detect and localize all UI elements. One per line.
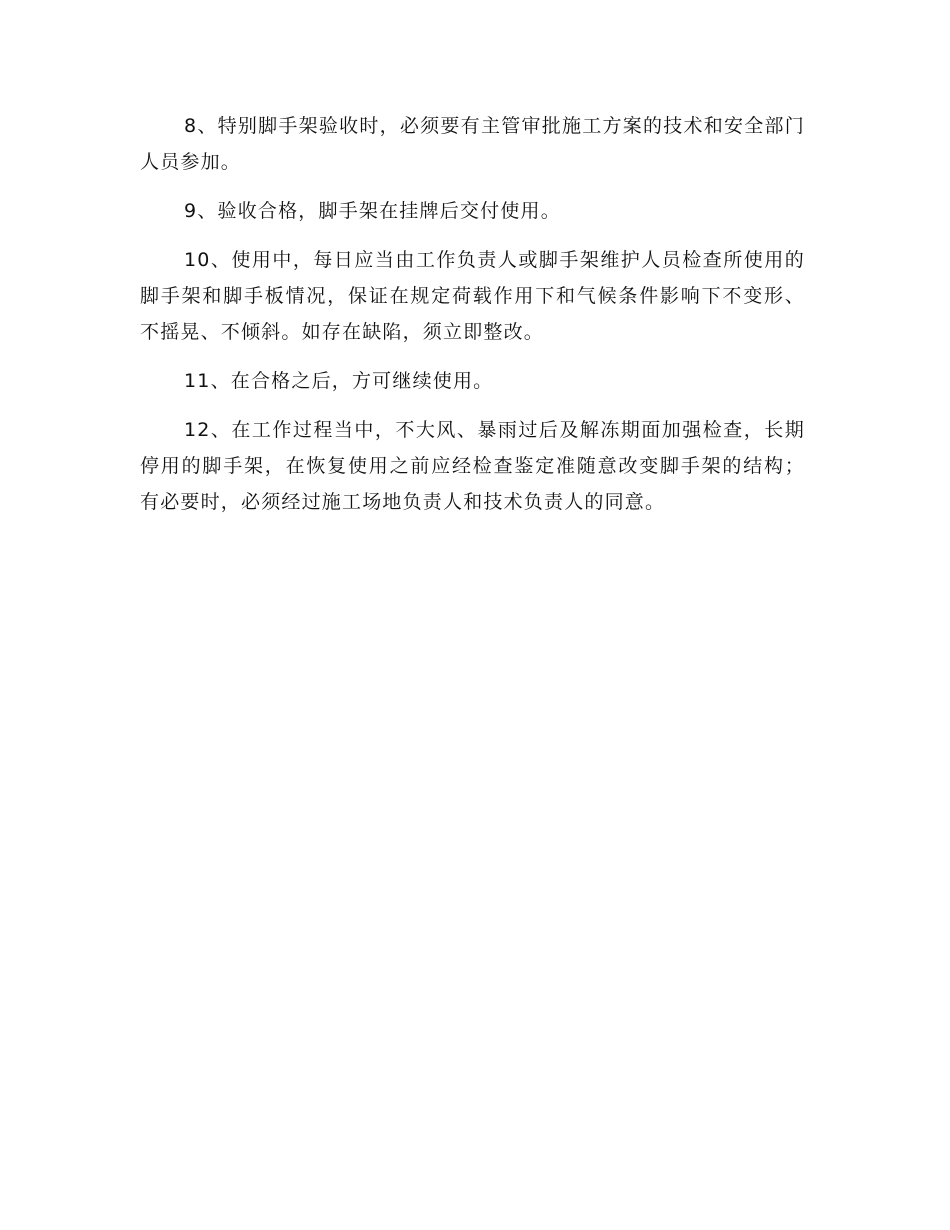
paragraph-12: 12、在工作过程当中，不大风、暴雨过后及解冻期面加强检查，长期停用的脚手架，在恢复使用之前应经检查鉴定准随意改变脚手架的结构；有必要时，必须经过施工场地负责人和技术负责人的同意。 — [140, 419, 805, 513]
paragraph-9: 9、验收合格，脚手架在挂牌后交付使用。 — [184, 200, 561, 222]
paragraph-8: 8、特别脚手架验收时，必须要有主管审批施工方案的技术和安全部门人员参加。 — [140, 115, 805, 173]
paragraph-10: 10、使用中，每日应当由工作负责人或脚手架维护人员检查所使用的脚手架和脚手板情况，保证在规定荷载作用下和气候条件影响下不变形、不摇晃、不倾斜。如存在缺陷，须立即整改。 — [140, 249, 805, 343]
paragraph-11: 11、在合格之后，方可继续使用。 — [184, 370, 494, 392]
document-body — [140, 108, 805, 533]
